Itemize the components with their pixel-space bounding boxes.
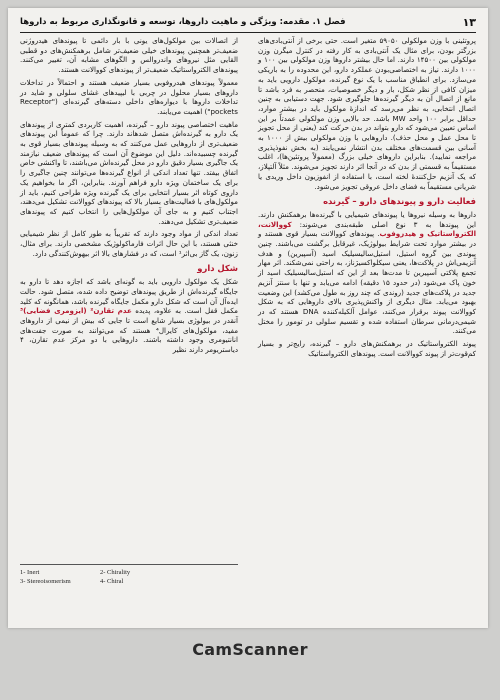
- paragraph-text: شکل یک مولکول دارویی باید به گونه‌ای باشد که اجازه دهد تا دارو به جایگاه گیرنده‌اش از طریق پیوندهای توضیح داده شده، متصل شود. حالت ایده‌آل آن است که شکل دارو مکمل جایگاه گیرنده باشد، همانگونه که کلید مکمل قفل است. به علاوه، پدیده: [20, 277, 238, 316]
- paragraph-text: داروها به وسیله نیروها یا پیوندهای شیمیایی با گیرنده‌ها برهمکنش دارند. این پیوندها به ۳ نوع اصلی طبقه‌بندی می‌شوند:: [258, 209, 476, 229]
- paragraph: ماهیت اختصاصی پیوند دارو – گیرنده، اهمیت کاربردی کمتری از پیوندهای یک دارو به گیرنده‌اش متصل شدهاند دارند. چرا که عموماً این پیوندهای ضعیف‌تری از داروهایی عمل می‌کنند که به وسیله پیوندهای بسیار قوی به گیرنده چسبیده‌اند. دلیل این موضوع آن است که پیوندهای ضعیف نیازمند یک جاگیری بسیار دقیق دارو در محل گیرنده‌اش می‌باشند، تا واکنشی خاص اتفاق بیفتد. تنها تعداد اندکی از انواع گیرنده‌ها می‌توانند چنین جاگیری را برای یک ساختمان ویژه دارو فراهم آورند. بنابراین، اگر ما بخواهیم یک داروی کوتاه اثر بسیار انتخابی برای یک گیرنده ویژه طراحی کنیم، باید از مولکول‌های با فعالیت‌های بسیار بالا که پیوندهای کووالانت تشکیل می‌دهند، اجتناب کنیم و به جای آن مولکول‌هایی را انتخاب کنیم که پیوندهای ضعیف‌تری تشکیل می‌دهند.: [20, 119, 238, 226]
- paragraph: تعداد اندکی از مواد وجود دارند که تقریباً به طور کامل از نظر شیمیایی خنثی هستند، با این حال اثرات فارماکولوژیک مشخصی دارند. برای مثال، زنون، یک گاز بی‌اثر¹ است، که در فشارهای بالا اثر بیهوش‌کنندگی دارد.: [20, 229, 238, 258]
- paragraph: [20, 277, 238, 355]
- section-heading: فعالیت دارو و پیوندهای دارو – گیرنده: [323, 196, 476, 207]
- paragraph: پیوند الکترواستاتیک در برهمکنش‌های دارو – گیرنده، رایج‌تر و بسیار کم‌قوت‌تر از پیوند کووالانت است. پیوندهای الکترواستاتیک: [258, 339, 476, 358]
- paragraph: [258, 210, 476, 336]
- highlight-text: کووالانت، الکترواستاتیک و هیدروفوب: [258, 219, 477, 239]
- right-column: [258, 36, 476, 362]
- footnote-row: [20, 568, 180, 577]
- highlight-text: عدم تقارن² (ایزومری فضایی)³: [20, 306, 132, 316]
- paragraph-text: . پیوندهای کووالانت بسیار قوی هستند و در بیشتر موارد تحت شرایط بیولوژیک، غیرقابل برگشت می‌باشند. چنین پیوندی بین گروه استیل، استیل‌سالیسیلیک اسید (آسپیرین) و هدف آنزیمی‌اش در پلاکت‌ها، یعنی سیکلواکسیژناز، به راحتی نمی‌شکند. اثر مهار تجمع پلاکتی آسپیرین تا مدت‌ها بعد از این که استیل‌سالیسیلیک اسید از خون پاک می‌شود (در حدود ۱۵ دقیقه) ادامه می‌یابد و تنها با سنتز آنزیم جدید در پلاکت‌های جدید (روندی که چند روز به طول می‌کشد) این وضعیت بهبود می‌یابد. مثال دیگری از واکنش‌پذیری بالای داروهایی که به شکل کووالانت پیوند برقرار می‌کنند، عوامل آلکیله‌کننده DNA هستند که در شیمی‌درمانی سرطان استفاده شده و تقسیم سلولی در تومور را مختل می‌کنند.: [258, 229, 476, 336]
- section-heading: شکل دارو: [197, 263, 238, 274]
- footnotes: [20, 564, 238, 586]
- page-number: ۱۳: [462, 15, 476, 29]
- footnote: 1- Inert: [20, 569, 40, 576]
- paragraph: از اتصالات بین مولکول‌های یونی با بار دائمی تا پیوندهای هیدروژنی ضعیف‌تر همچنین پیوندهای خیلی ضعیف‌تر شامل برهمکنش‌های دو قطبی القایی مثل نیروهای واندروالس و الگوهای مشابه آن، تغییر می‌کنند. پیوندهای الکترواستاتیک ضعیف‌تر از پیوندهای کووالانت هستند.: [20, 36, 238, 75]
- footnote: 4- Chiral: [100, 578, 124, 585]
- camscanner-watermark: CamScanner: [192, 640, 308, 659]
- footnote: 2- Chirality: [100, 569, 131, 576]
- footnote-row: [20, 577, 180, 586]
- footnote: 3- Stereoisomerism: [20, 578, 71, 585]
- left-column: [20, 36, 238, 358]
- book-page: [8, 8, 488, 628]
- chapter-title: فصل ۱. مقدمه: ویژگی و ماهیت داروها، توسعه و قانونگذاری مربوط به داروها: [20, 17, 346, 27]
- paragraph-text: آنقدر در بیولوژی بسیار شایع است تا جایی که بیش از نیمی از داروهای مفید، مولکول‌های کایرال⁴ هستند که می‌توانند به صورت جفت‌های انانتیومری وجود داشته باشند. داروهایی با دو مرکز عدم تقارن، ۴ دیاستریومر دارند نظیر: [20, 315, 238, 355]
- page-header: [20, 14, 476, 33]
- paragraph: معمولاً پیوندهای هیدروفوبی بسیار ضعیف هستند و احتمالاً در تداخلات داروهای بسیار محلول در چربی با لیپیدهای غشای سلولی و شاید در تداخلات داروها با دیواره‌های داخلی دسته‌های گیرنده‌ای ("Receptor pockets") اهمیت می‌یابند.: [20, 77, 238, 116]
- paragraph: پروتئینی با وزن مولکولی ۵۹۰۵۰ متغیر است. حتی برخی از آنتی‌بادی‌های بزرگتر بودن، برای مثال یک آنتی‌بادی به کار رفته در کنترل میگرن وزن مولکولی بین ۱۴۵۰۰ دارند. اما حال بیشتر داروها وزن مولکولی بین ۱۰۰ و ۱۰۰۰ دارند. نیاز به اختصاصی‌بودن عملکرد دارو، این محدوده را به باریکی می‌سازد. برای انطباق مناسب با یک نوع گیرنده، مولکول دارویی باید به میزان کافی از نظر شکل، بار و دیگر خصوصیات، منحصر به فرد باشد تا مانع از اتصال آن به دیگر گیرنده‌ها جلوگیری شود. جهت دستیابی به چنین اتصال انتخابی، به نظر می‌رسد که اندازهٔ مولکول باید در بیشتر موارد، حداقل برابر ۱۰۰ واحد MW باشد. حد بالایی وزن مولکولی عمدتاً بر این اساس تعیین می‌شود که دارو بتواند در بدن حرکت کند (یعنی از محل تجویز تا محل عمل و محل حذف). داروهایی با وزن مولکولی بیش از ۱۰۰۰ به آسانی بین قسمت‌های مختلف بدن انتشار نمی‌یابند (به بخش نفوذپذیری مراجعه نمایید). بنابراین داروهای خیلی بزرگ (معمولاً پروتئین‌ها)، اغلب مستقیماً به قسمتی از بدن که در آنجا اثر دارند تجویز می‌شوند. مثلاً آلتپلاز، که یک آنزیم حل‌کنندهٔ لخته است، با استفاده از انفوزیون داخل وریدی یا شریانی مستقیماً به فضای داخل عروقی تجویز می‌شود.: [258, 36, 476, 191]
